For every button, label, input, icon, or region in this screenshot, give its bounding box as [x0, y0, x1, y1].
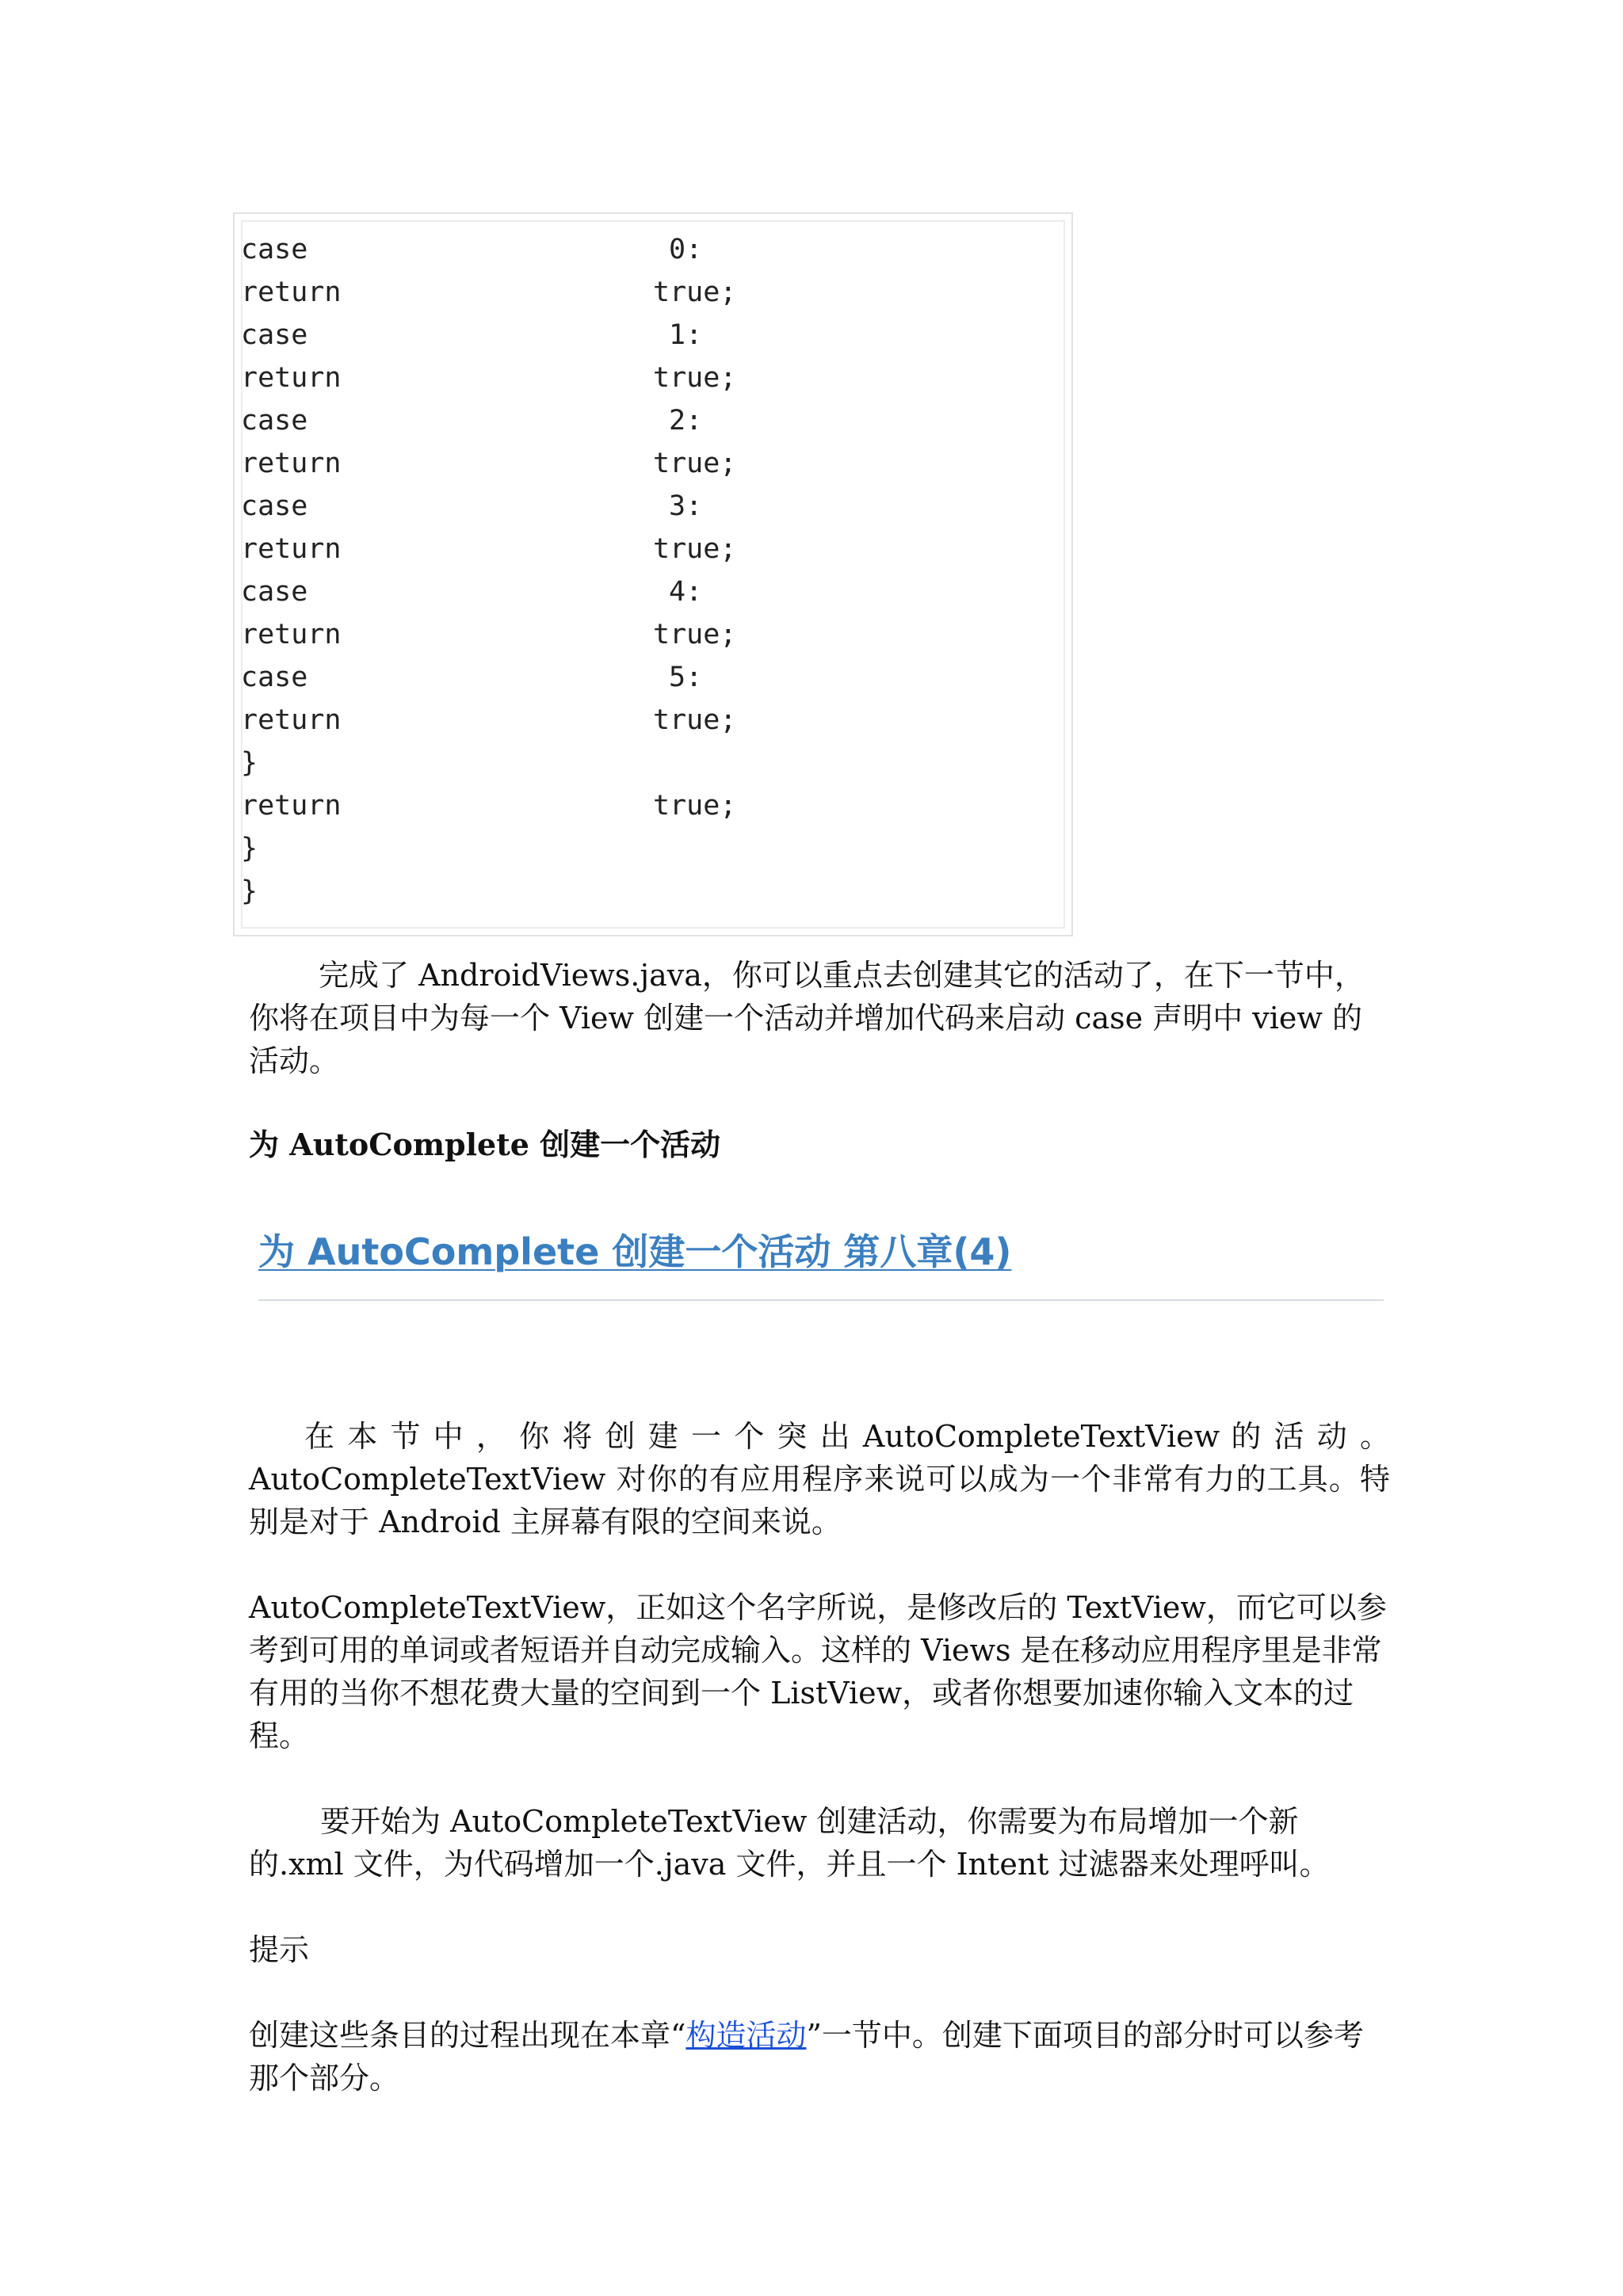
code-keyword: }: [241, 747, 258, 779]
body-paragraph-3: 要开始为 AutoCompleteTextView 创建活动，你需要为布局增加一个新的.xml 文件，为代码增加一个.java 文件，并且一个 Intent 过滤器来处理呼叫。: [249, 1804, 1330, 1882]
code-line: [241, 399, 1033, 442]
code-lines: [241, 228, 1033, 913]
code-line: [241, 827, 1033, 870]
code-line: [241, 357, 1033, 399]
code-line: [241, 271, 1033, 314]
code-keyword: }: [241, 833, 258, 864]
body-paragraph-2: AutoCompleteTextView，正如这个名字所说，是修改后的 TextView，而它可以参考到可用的单词或者短语并自动完成输入。这样的 Views 是在移动应用程序里是非常有用的当你不想花费大量的空间到一个 ListView，或者你想要加速你输入文本的过程。: [249, 1590, 1387, 1753]
section-heading: 为 AutoComplete 创建一个活动: [249, 1127, 721, 1162]
code-keyword: case: [241, 662, 308, 693]
code-value: 2:: [669, 405, 703, 437]
code-keyword: case: [241, 319, 308, 351]
code-keyword: return: [241, 619, 342, 650]
code-keyword: case: [241, 576, 308, 608]
body-paragraph-1: 在 本 节 中 ， 你 将 创 建 一 个 突 出 AutoCompleteTextView 的 活 动 。AutoCompleteTextView 对你的有应用程序来说可以成为一个非常有力的工具。特别是对于 Android 主屏幕有限的空间来说。: [249, 1419, 1390, 1539]
code-line: [241, 699, 1033, 742]
code-value: 0:: [669, 234, 703, 265]
para4-text-after: ”一节中。创建下面项目的部分时可以参考那个部分。: [249, 2018, 1364, 2096]
code-value: true;: [653, 704, 737, 736]
code-value: true;: [653, 448, 737, 479]
code-line: [241, 870, 1033, 913]
body-paragraph-4: [249, 2014, 1390, 2100]
code-keyword: return: [241, 362, 342, 394]
construct-activity-link[interactable]: 构造活动: [685, 2018, 807, 2053]
article-title-link[interactable]: 为 AutoComplete 创建一个活动 第八章(4): [258, 1230, 1012, 1273]
code-keyword: case: [241, 405, 308, 437]
code-keyword: return: [241, 277, 342, 308]
code-line: [241, 485, 1033, 528]
code-line: [241, 228, 1033, 271]
code-value: true;: [653, 790, 737, 822]
code-line: [241, 528, 1033, 570]
code-value: 1:: [669, 319, 703, 351]
para4-text-before: 创建这些条目的过程出现在本章“: [249, 2018, 686, 2053]
code-value: 3:: [669, 490, 703, 522]
code-line: [241, 442, 1033, 485]
code-keyword: return: [241, 704, 342, 736]
code-line: [241, 784, 1033, 827]
code-line: [241, 742, 1033, 784]
code-value: 4:: [669, 576, 703, 608]
code-line: [241, 314, 1033, 357]
title-divider: [258, 1299, 1384, 1301]
code-keyword: case: [241, 234, 308, 265]
code-keyword: return: [241, 790, 342, 822]
code-value: 5:: [669, 662, 703, 693]
code-keyword: return: [241, 533, 342, 565]
code-line: [241, 570, 1033, 613]
code-keyword: return: [241, 448, 342, 479]
code-keyword: case: [241, 490, 308, 522]
intro-paragraph: 完成了 AndroidViews.java，你可以重点去创建其它的活动了，在下一节中，你将在项目中为每一个 View 创建一个活动并增加代码来启动 case 声明中 view 的活动。: [249, 958, 1365, 1078]
code-value: true;: [653, 533, 737, 565]
code-keyword: }: [241, 875, 258, 907]
code-line: [241, 656, 1033, 699]
code-value: true;: [653, 362, 737, 394]
code-value: true;: [653, 619, 737, 650]
tip-label: 提示: [249, 1932, 310, 1967]
code-value: true;: [653, 277, 737, 308]
code-line: [241, 613, 1033, 656]
